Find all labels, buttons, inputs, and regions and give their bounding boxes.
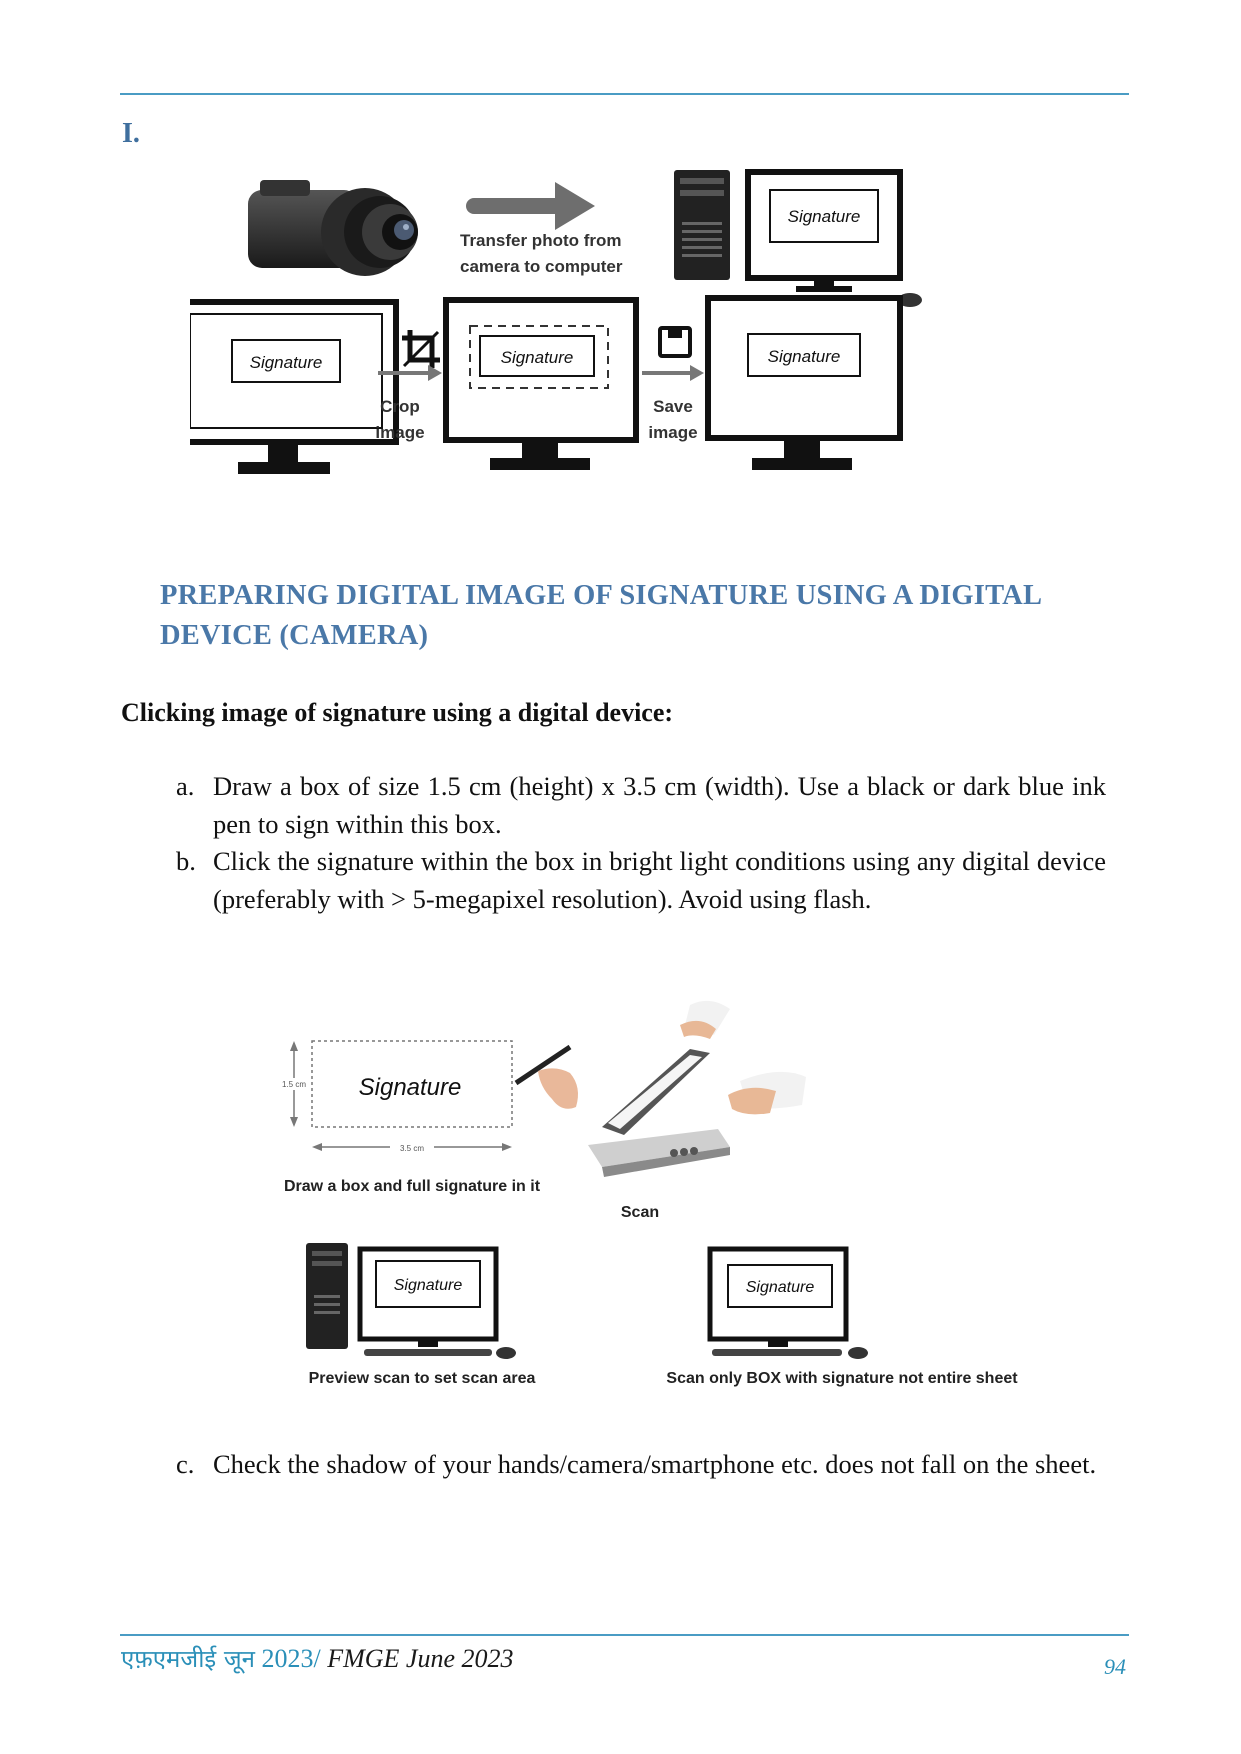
figure-scan-workflow: [270, 995, 1070, 1395]
signature-box-diagram: [280, 1041, 512, 1153]
footer-year-sep: 2023/: [254, 1644, 321, 1673]
scanner-icon: [588, 1001, 806, 1177]
page-number: 94: [1104, 1654, 1126, 1679]
list-text: Draw a box of size 1.5 cm (height) x 3.5 cm (width). Use a black or dark blue ink pen to sign within this box.: [213, 771, 1106, 839]
transfer-caption-line2: camera to computer: [460, 257, 623, 276]
signature-text: Signature: [787, 207, 861, 226]
save-icon: [660, 328, 690, 356]
signature-text: Signature: [767, 347, 841, 366]
list-item: [176, 1446, 1106, 1484]
monitor-icon: [710, 1249, 846, 1356]
steps-list: [176, 768, 1106, 918]
crop-caption-line1: Crop: [380, 397, 420, 416]
monitor-saved: [708, 298, 900, 470]
signature-text: Signature: [393, 1277, 463, 1294]
footer-hindi: एफ़एमजीई जून: [121, 1645, 255, 1673]
list-text: Check the shadow of your hands/camera/smartphone etc. does not fall on the sheet.: [213, 1449, 1097, 1479]
signature-text: Signature: [745, 1279, 815, 1296]
list-item: [176, 843, 1106, 918]
caption-preview: Preview scan to set scan area: [308, 1370, 536, 1387]
save-caption-line2: image: [648, 423, 698, 442]
list-marker: a.: [176, 771, 195, 801]
steps-list-continued: [176, 1446, 1106, 1484]
list-marker: c.: [176, 1449, 195, 1479]
save-caption-line1: Save: [653, 397, 693, 416]
figure-camera-workflow: [190, 160, 1030, 530]
transfer-caption-line1: Transfer photo from: [460, 231, 622, 250]
header-rule: [120, 93, 1129, 95]
width-label: 3.5 cm: [399, 1144, 425, 1153]
monitor-cropping: [446, 300, 636, 470]
subheading: Clicking image of signature using a digital device:: [121, 698, 674, 727]
crop-caption-line2: image: [375, 423, 425, 442]
crop-icon: [402, 330, 440, 368]
camera-icon: [248, 180, 418, 276]
caption-scan: Scan: [620, 1204, 660, 1221]
signature-text: Signature: [358, 1074, 462, 1101]
section-heading: PREPARING DIGITAL IMAGE OF SIGNATURE USING A DIGITAL DEVICE (CAMERA): [160, 580, 1041, 651]
computer-tower-icon: [674, 170, 730, 280]
height-label: 1.5 cm: [281, 1080, 307, 1089]
signature-text: Signature: [249, 353, 323, 372]
caption-draw: Draw a box and full signature in it: [283, 1178, 541, 1195]
arrow-right-icon: [642, 365, 704, 381]
monitor-icon: [360, 1249, 496, 1356]
list-text: Click the signature within the box in bright light conditions using any digital device (preferably with > 5-megapixel resolution). Avoid using flash.: [213, 846, 1106, 914]
footer-rule: [120, 1634, 1129, 1636]
computer-tower-icon: [306, 1243, 348, 1349]
mouse-icon: [496, 1347, 516, 1359]
footer-title: [121, 1642, 513, 1675]
footer-english: FMGE June 2023: [320, 1644, 514, 1673]
signature-text: Signature: [500, 348, 574, 367]
monitor-icon: [748, 172, 900, 304]
hand-with-pen-icon: [516, 1047, 578, 1109]
mouse-icon: [848, 1347, 868, 1359]
section-label: I.: [122, 118, 140, 149]
list-item: [176, 768, 1106, 843]
caption-box-only: Scan only BOX with signature not entire sheet: [666, 1370, 1018, 1387]
monitor-original: [190, 302, 396, 474]
list-marker: b.: [176, 846, 196, 876]
arrow-right-icon: [466, 182, 595, 230]
